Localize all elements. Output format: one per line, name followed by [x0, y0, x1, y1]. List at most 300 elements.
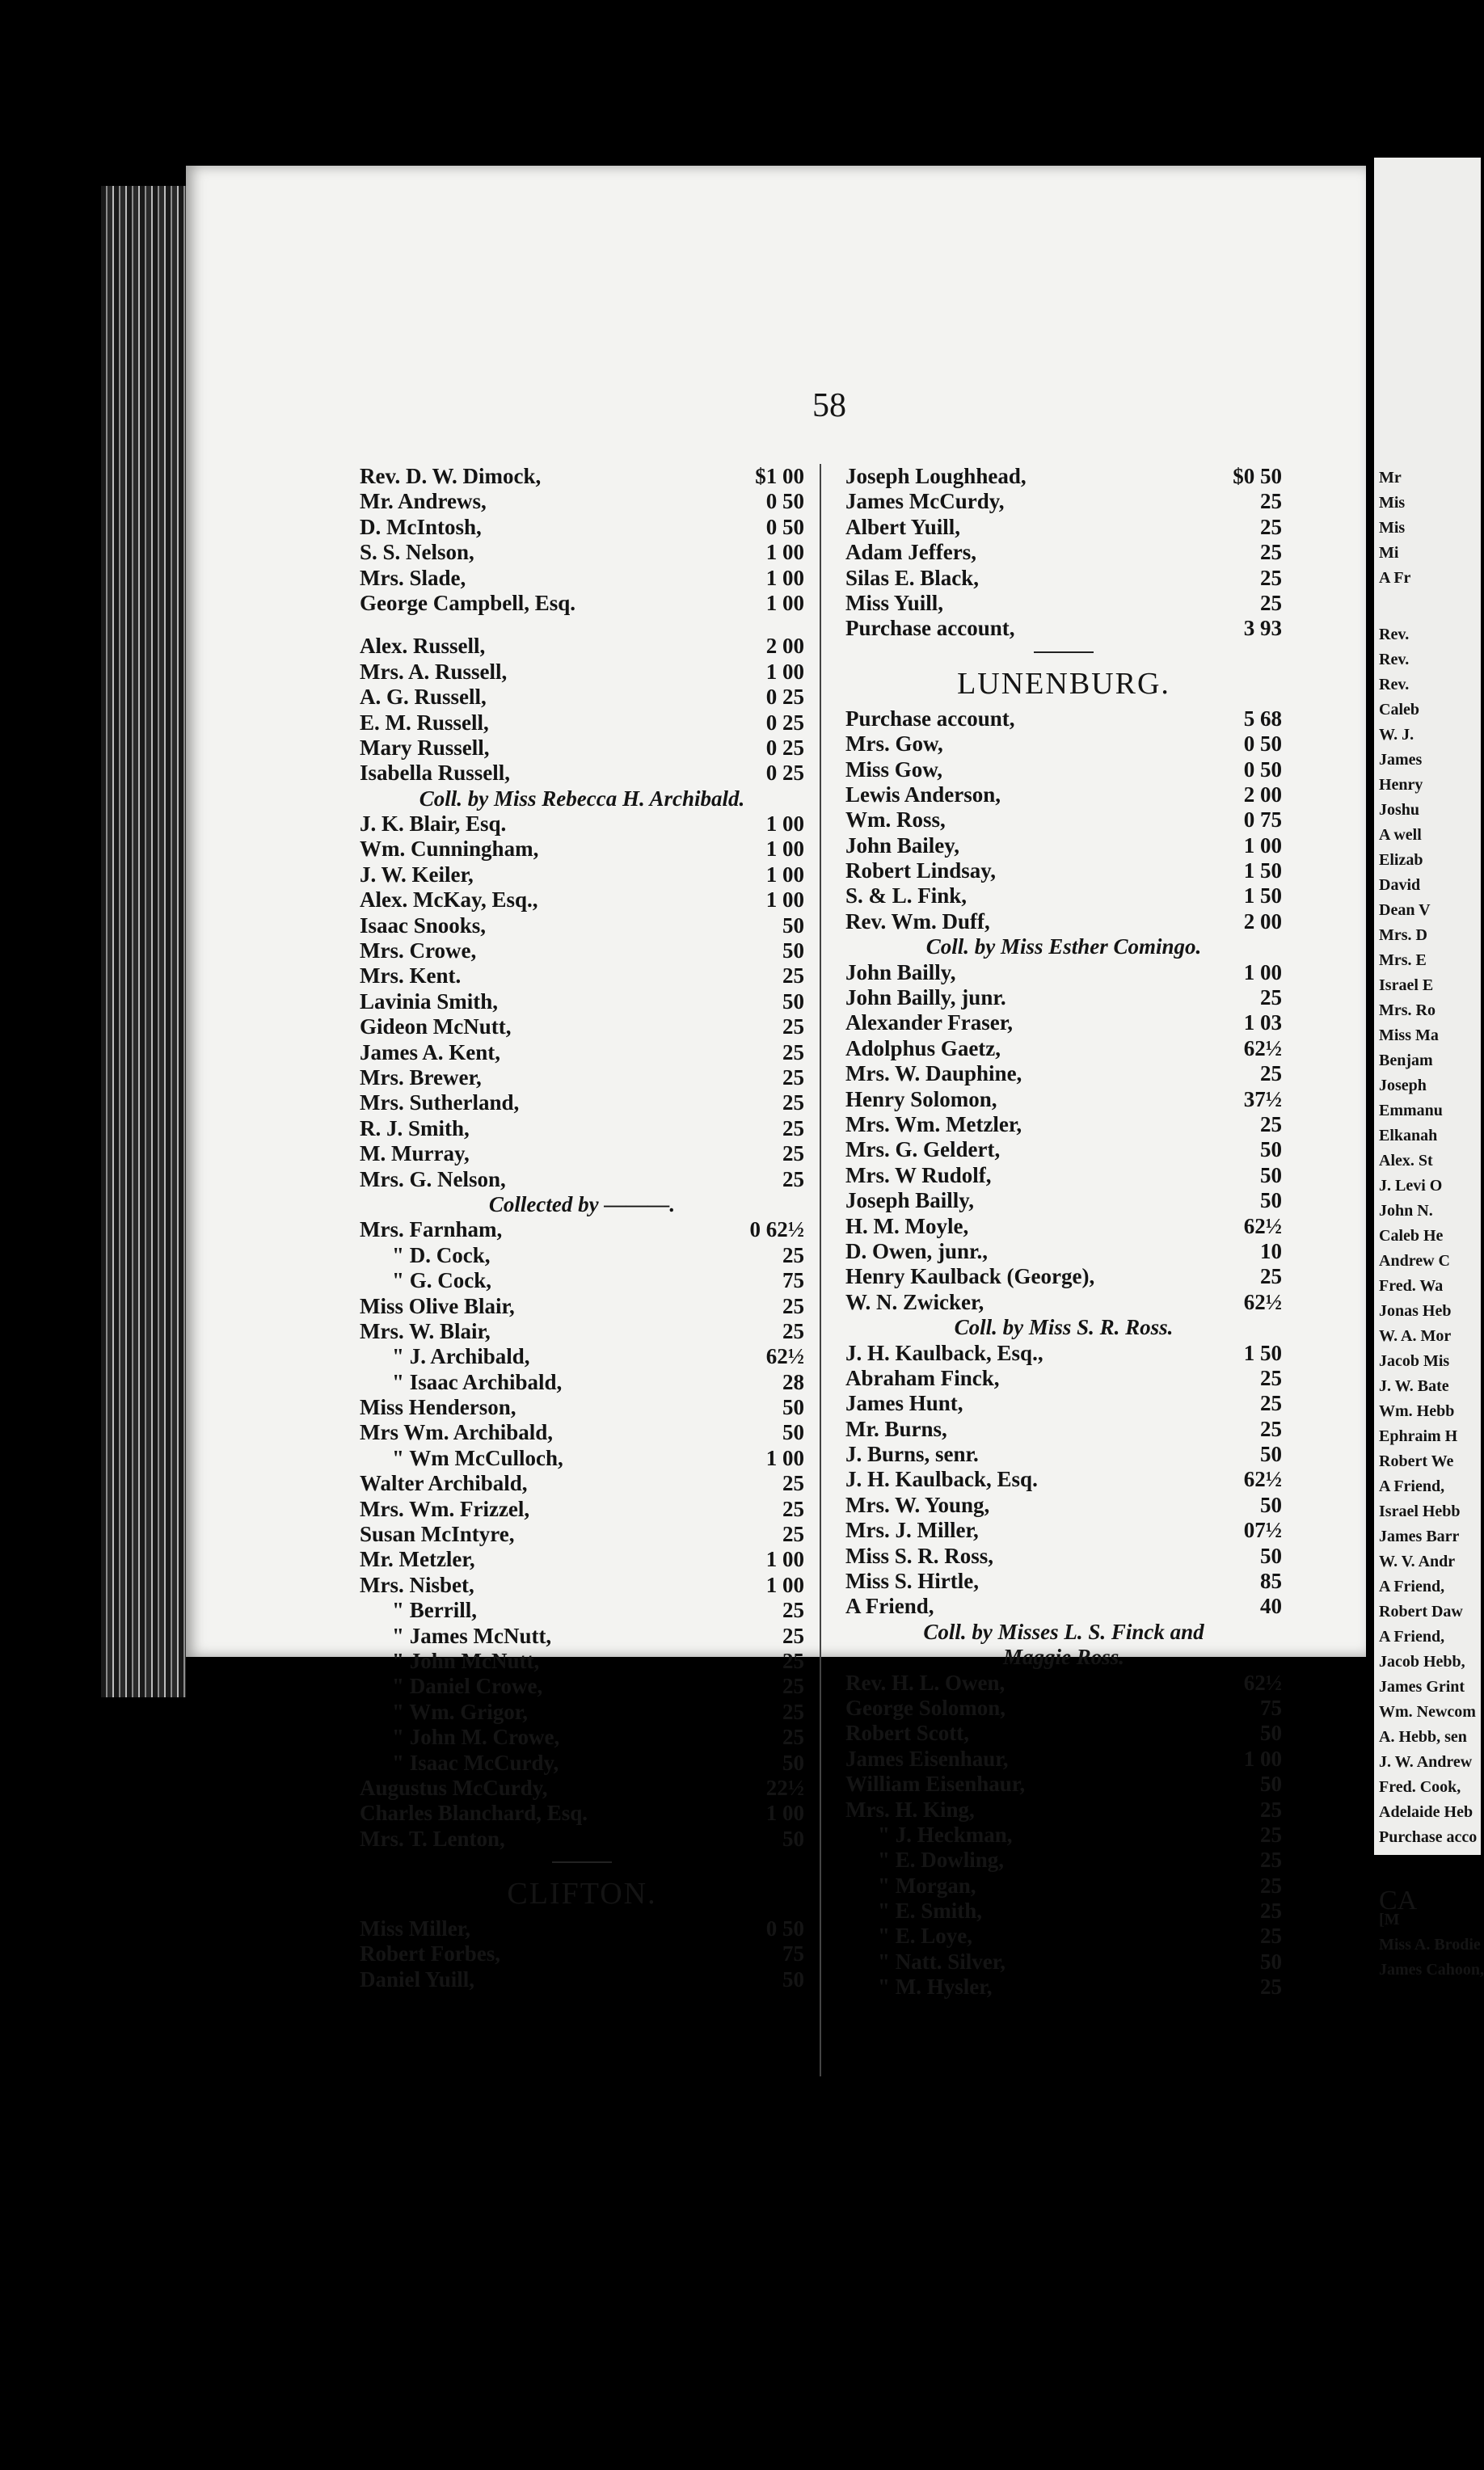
adjacent-page-text: Rev. [1379, 626, 1410, 643]
subscriber-name: " Daniel Crowe, [392, 1674, 543, 1699]
subscription-amount: 50 [1260, 1949, 1282, 1974]
subscriber-name: A Friend, [845, 1594, 934, 1619]
subscriber-name: D. Owen, junr., [845, 1238, 989, 1263]
adjacent-page-text: Benjam [1379, 1052, 1433, 1069]
subscription-amount: 1 00 [765, 1572, 804, 1597]
subscriber-row [845, 489, 1282, 514]
subscription-amount: 1 00 [1243, 959, 1282, 984]
subscriber-name: Mrs. Sutherland, [360, 1090, 520, 1115]
subscription-amount: 1 50 [1243, 858, 1282, 883]
subscriber-name: Miss Olive Blair, [360, 1293, 515, 1318]
subscription-amount: $1 00 [755, 464, 804, 488]
subscriber-row [360, 1700, 804, 1725]
subscriber-name: George Solomon, [845, 1695, 1005, 1720]
subscriber-row [360, 566, 804, 591]
subscriber-name: Wm. Cunningham, [360, 837, 539, 862]
subscriber-name: Wm. Ross, [845, 807, 946, 832]
subscriber-name: Albert Yuill, [845, 514, 961, 539]
subscriber-row [360, 1014, 804, 1039]
subscriber-name: Mrs. W. Dauphine, [845, 1061, 1022, 1086]
subscriber-name: Isaac Snooks, [360, 913, 487, 938]
subscriber-name: Mrs. Wm. Metzler, [845, 1111, 1022, 1136]
adjacent-page-text: Purchase acco [1379, 1828, 1478, 1846]
subscriber-name: Mrs Wm. Archibald, [360, 1420, 554, 1445]
subscriber-row [360, 1420, 804, 1445]
subscription-amount: 28 [782, 1369, 804, 1394]
subscriber-name: Mrs. H. King, [845, 1797, 975, 1822]
subscription-amount: 50 [1260, 1442, 1282, 1467]
subscription-amount: 0 50 [765, 489, 804, 514]
subscriber-name: Miss S. Hirtle, [845, 1569, 979, 1594]
subscription-amount: 50 [1260, 1492, 1282, 1517]
subscription-amount: 50 [782, 913, 804, 938]
subscriber-row [845, 706, 1282, 731]
subscriber-row [845, 1569, 1282, 1594]
subscriber-row [845, 1518, 1282, 1543]
subscriber-row [845, 616, 1282, 641]
subscription-amount: 62½ [1243, 1289, 1282, 1314]
subscription-amount: 25 [782, 1471, 804, 1496]
adjacent-page-text: Alex. St [1379, 1152, 1433, 1170]
subscription-amount: 75 [782, 1941, 804, 1966]
subscriber-row [360, 515, 804, 540]
subscriber-name: Mr. Metzler, [360, 1547, 475, 1572]
subscriber-row [845, 1341, 1282, 1366]
subscription-amount: 25 [1260, 1848, 1282, 1873]
subscription-amount: 5 68 [1243, 706, 1282, 731]
subscriber-row [845, 1087, 1282, 1112]
subscription-amount: 25 [782, 1598, 804, 1623]
subscription-amount: 0 50 [1243, 731, 1282, 757]
subscription-amount: 25 [782, 1699, 804, 1724]
subscriber-row [360, 540, 804, 565]
subscriber-row [360, 1167, 804, 1192]
subscriber-name: Miss Gow, [845, 757, 943, 782]
subscriber-name: Alex. Russell, [360, 634, 486, 659]
subscriber-row [845, 1823, 1282, 1848]
subscription-amount: 25 [782, 1318, 804, 1343]
subscriber-row [845, 1747, 1282, 1772]
subscription-amount: 40 [1260, 1594, 1282, 1619]
subscription-amount: 0 50 [765, 1916, 804, 1941]
subscription-amount: 25 [1260, 985, 1282, 1010]
subscription-amount: 50 [1260, 1162, 1282, 1187]
adjacent-page-text: [M [1379, 1911, 1400, 1928]
subscriber-name: E. M. Russell, [360, 710, 489, 735]
adjacent-page-text: Adelaide Heb [1379, 1803, 1473, 1821]
subscription-amount: 07½ [1243, 1518, 1282, 1543]
adjacent-page-fragment [1374, 158, 1484, 1979]
subscriber-name: " Isaac McCurdy, [392, 1750, 559, 1775]
subscription-amount: 1 00 [765, 837, 804, 862]
subscriber-name: William Eisenhaur, [845, 1772, 1026, 1797]
adjacent-page-text: A Fr [1379, 569, 1411, 587]
subscription-amount: 0 25 [765, 710, 804, 735]
subscriber-name: Adam Jeffers, [845, 540, 976, 565]
subscription-amount: 50 [782, 1750, 804, 1775]
subscriber-name: Miss Yuill, [845, 590, 944, 615]
subscriber-name: Lewis Anderson, [845, 782, 1001, 807]
subscription-amount: 25 [1260, 590, 1282, 615]
subscription-amount: 25 [1260, 1061, 1282, 1086]
subscriber-name: Robert Scott, [845, 1721, 969, 1746]
subscriber-name: Mrs. W. Blair, [360, 1318, 491, 1343]
subscriber-name: J. W. Keiler, [360, 862, 474, 887]
subscription-amount: 25 [1260, 540, 1282, 565]
subscriber-name: Augustus McCurdy, [360, 1775, 548, 1800]
adjacent-page-text: Miss Ma [1379, 1026, 1439, 1044]
adjacent-page-text: Wm. Hebb [1379, 1402, 1455, 1420]
adjacent-page-text: Rev. [1379, 651, 1410, 668]
subscriber-name: J. K. Blair, Esq. [360, 811, 507, 837]
adjacent-page-text: Mrs. Ro [1379, 1001, 1436, 1019]
adjacent-page-text: Mis [1379, 519, 1406, 537]
subscriber-name: S. S. Nelson, [360, 540, 474, 565]
collector-line: Coll. by Miss Rebecca H. Archibald. [419, 786, 745, 811]
subscriber-name: Miss Henderson, [360, 1395, 516, 1420]
subscriber-name: Purchase account, [845, 706, 1015, 731]
adjacent-page-text: James [1379, 751, 1423, 769]
subscriber-name: John Bailly, [845, 959, 956, 984]
subscription-amount: 75 [1260, 1695, 1282, 1720]
adjacent-page-text: Joshu [1379, 801, 1420, 819]
subscriber-row [360, 1522, 804, 1547]
subscriber-name: Rev. Wm. Duff, [845, 908, 990, 934]
subscriber-row [360, 1725, 804, 1750]
adjacent-page-text: J. W. Bate [1379, 1377, 1449, 1395]
adjacent-page-text: Israel E [1379, 976, 1434, 994]
subscriber-name: Mrs. Gow, [845, 731, 943, 757]
subscriber-name: " E. Dowling, [878, 1848, 1005, 1873]
subscription-amount: 1 00 [765, 659, 804, 684]
subscription-amount: 25 [782, 1648, 804, 1673]
subscriber-row [845, 464, 1282, 489]
subscriber-row [845, 858, 1282, 883]
subscription-amount: 0 25 [765, 735, 804, 760]
subscription-amount: 25 [1260, 514, 1282, 539]
subscriber-name: Mrs. J. Miller, [845, 1518, 979, 1543]
subscriber-row [845, 1696, 1282, 1721]
subscriber-name: Mary Russell, [360, 735, 490, 760]
subscriber-row [845, 1137, 1282, 1162]
subscriber-name: Lavinia Smith, [360, 988, 499, 1014]
subscriber-row [360, 685, 804, 710]
subscriber-row [845, 1061, 1282, 1086]
subscriber-row [360, 811, 804, 837]
subscriber-row [360, 591, 804, 616]
subscriber-row [845, 540, 1282, 565]
subscription-amount: 1 00 [765, 1801, 804, 1826]
subscription-amount: 2 00 [1243, 782, 1282, 807]
subscriber-row [360, 1827, 804, 1852]
subscriber-name: " Isaac Archibald, [392, 1369, 563, 1394]
adjacent-page-text: Jacob Mis [1379, 1352, 1450, 1370]
subscriber-name: Mrs. T. Lenton, [360, 1826, 505, 1851]
subscriber-row [360, 1916, 804, 1941]
subscriber-row [845, 807, 1282, 832]
subscriber-name: Susan McIntyre, [360, 1522, 515, 1547]
subscriber-name: Mr. Andrews, [360, 489, 487, 514]
subscriber-row [845, 1721, 1282, 1746]
subscriber-row [360, 634, 804, 659]
subscriber-row [360, 1116, 804, 1141]
subscriber-name: Walter Archibald, [360, 1471, 528, 1496]
subscriber-name: " Berrill, [392, 1598, 477, 1623]
section-gap [360, 616, 804, 634]
subscriber-row [360, 1370, 804, 1395]
subscriber-row [845, 731, 1282, 757]
adjacent-page-text: Mr [1379, 469, 1402, 487]
subscription-amount: 62½ [1243, 1035, 1282, 1060]
adjacent-page-text: A Friend, [1379, 1628, 1445, 1646]
adjacent-page-text: Mi [1379, 544, 1399, 562]
subscriber-row [360, 1446, 804, 1471]
subscriber-row [360, 1395, 804, 1420]
subscriber-name: " John McNutt, [392, 1648, 540, 1673]
subscriber-name: Mrs. Slade, [360, 565, 466, 590]
subscriber-row [360, 489, 804, 514]
subscriber-name: " Morgan, [878, 1873, 976, 1898]
subscriber-row [360, 710, 804, 736]
subscriber-row [845, 1239, 1282, 1264]
subscription-amount: 37½ [1243, 1086, 1282, 1111]
subscriber-row [845, 1848, 1282, 1873]
subscription-amount: 85 [1260, 1569, 1282, 1594]
subscriber-row [360, 1598, 804, 1623]
subscriber-row [360, 464, 804, 489]
subscriber-name: Gideon McNutt, [360, 1014, 512, 1039]
subscriber-name: James Hunt, [845, 1391, 963, 1416]
subscription-amount: 25 [782, 1522, 804, 1547]
adjacent-page-text: Caleb He [1379, 1227, 1444, 1245]
adjacent-page-text: Elizab [1379, 851, 1423, 869]
subscriber-row [845, 1417, 1282, 1442]
adjacent-page-text: Mis [1379, 494, 1406, 512]
subscriber-name: Joseph Loughhead, [845, 464, 1027, 488]
subscriber-name: M. Murray, [360, 1141, 470, 1166]
subscriber-row [845, 1112, 1282, 1137]
book-page-edges [101, 186, 186, 1697]
subscription-amount: 25 [782, 1496, 804, 1521]
adjacent-page-text: J. W. Andrew [1379, 1753, 1473, 1771]
subscription-amount: 50 [1260, 1188, 1282, 1213]
subscriber-row [360, 1065, 804, 1090]
adjacent-page-text: Fred. Wa [1379, 1277, 1444, 1295]
subscriber-row [360, 660, 804, 685]
subscriber-name: Mrs. Wm. Frizzel, [360, 1496, 530, 1521]
subscriber-name: " Wm. Grigor, [392, 1699, 528, 1724]
subscriber-row [845, 1772, 1282, 1797]
subscription-amount: 10 [1260, 1238, 1282, 1263]
subscriber-name: " Natt. Silver, [878, 1949, 1005, 1974]
subscriber-name: Henry Solomon, [845, 1086, 997, 1111]
subscriber-name: Adolphus Gaetz, [845, 1035, 1001, 1060]
subscriber-row [360, 1674, 804, 1699]
subscriber-name: Miss S. R. Ross, [845, 1543, 994, 1568]
subscriber-row [360, 1573, 804, 1598]
subscriber-name: Mrs. Nisbet, [360, 1572, 474, 1597]
adjacent-page-text: CA [1379, 1886, 1418, 1916]
subscriber-row [360, 1776, 804, 1801]
subscriber-name: Mrs. Farnham, [360, 1217, 503, 1242]
subscription-amount: 62½ [1243, 1213, 1282, 1238]
subscriber-name: " J. Heckman, [878, 1822, 1013, 1847]
adjacent-page-text: Fred. Cook, [1379, 1778, 1461, 1796]
subscription-amount: 25 [782, 1039, 804, 1064]
subscriber-name: Abraham Finck, [845, 1365, 1000, 1390]
section-heading: CLIFTON. [507, 1877, 657, 1912]
adjacent-page-text: W. V. Andr [1379, 1553, 1456, 1570]
subscriber-row [845, 1874, 1282, 1899]
subscriber-row [845, 591, 1282, 616]
subscription-amount: 0 25 [765, 685, 804, 710]
subscriber-row [845, 833, 1282, 858]
adjacent-page-text: Wm. Newcom [1379, 1703, 1476, 1721]
subscriber-row [845, 1544, 1282, 1569]
subscriber-row [845, 960, 1282, 985]
adjacent-page-text: Jonas Heb [1379, 1302, 1452, 1320]
adjacent-page-text: Dean V [1379, 901, 1431, 919]
adjacent-page-text: A well [1379, 826, 1422, 844]
subscription-amount: 25 [782, 963, 804, 988]
subscription-amount: 25 [782, 1014, 804, 1039]
subscription-amount: 0 25 [765, 761, 804, 786]
subscriber-row [845, 1493, 1282, 1518]
subscriber-row [360, 938, 804, 963]
subscriber-row [845, 1366, 1282, 1391]
subscription-amount: 2 00 [765, 634, 804, 659]
subscriber-row [360, 989, 804, 1014]
subscriber-row [845, 1798, 1282, 1823]
subscription-amount: 1 00 [765, 590, 804, 615]
adjacent-page-text: James Cahoon, [1379, 1961, 1484, 1979]
subscriber-row [360, 963, 804, 988]
subscriber-name: Henry Kaulback (George), [845, 1264, 1095, 1289]
subscriber-name: Isabella Russell, [360, 761, 511, 786]
subscriber-row [845, 909, 1282, 934]
subscription-amount: 50 [1260, 1721, 1282, 1746]
adjacent-page-text: Rev. [1379, 676, 1410, 693]
subscriber-row [845, 1442, 1282, 1467]
adjacent-page-text: Andrew C [1379, 1252, 1450, 1270]
subscriber-name: Robert Lindsay, [845, 858, 997, 883]
subscriber-name: James Eisenhaur, [845, 1746, 1009, 1771]
subscriber-row [845, 1975, 1282, 2000]
subscriber-name: " John M. Crowe, [392, 1725, 560, 1750]
subscription-amount: 25 [782, 1064, 804, 1090]
subscriber-row [845, 1949, 1282, 1975]
subscriber-name: Alexander Fraser, [845, 1010, 1013, 1035]
adjacent-page-text: J. Levi O [1379, 1177, 1443, 1195]
subscriber-name: " E. Smith, [878, 1899, 983, 1924]
adjacent-page-text: Miss A. Brodie [1379, 1936, 1481, 1954]
adjacent-page-text: Joseph [1379, 1077, 1427, 1094]
subscriber-name: Mrs. A. Russell, [360, 659, 508, 684]
subscriber-name: Mr. Burns, [845, 1416, 947, 1441]
subscription-amount: 62½ [765, 1344, 804, 1369]
subscription-amount: 25 [1260, 1822, 1282, 1847]
subscriber-name: A. G. Russell, [360, 685, 487, 710]
subscription-amount: 25 [1260, 1924, 1282, 1949]
subscriber-row [360, 1624, 804, 1649]
subscription-amount: 25 [782, 1166, 804, 1191]
subscription-amount: 50 [1260, 1772, 1282, 1797]
subscription-amount: 1 00 [765, 862, 804, 887]
subscription-amount: 1 50 [1243, 1340, 1282, 1365]
subscriber-row [360, 1217, 804, 1242]
collector-line: Maggie Ross. [1002, 1645, 1125, 1670]
subscription-amount: 25 [782, 1623, 804, 1648]
subscriber-name: John Bailey, [845, 832, 960, 858]
subscription-amount: 0 50 [1243, 757, 1282, 782]
subscriber-row [360, 1801, 804, 1826]
subscriber-name: Mrs. W. Young, [845, 1492, 990, 1517]
subscriber-row [845, 1290, 1282, 1315]
subscription-amount: 1 00 [765, 565, 804, 590]
subscriber-name: " M. Hysler, [878, 1975, 993, 2000]
adjacent-page-text: Henry [1379, 776, 1423, 794]
subscription-amount: 0 75 [1243, 807, 1282, 832]
subscriber-row [360, 1243, 804, 1268]
subscription-amount: 2 00 [1243, 908, 1282, 934]
subscription-amount: 1 00 [765, 887, 804, 913]
collector-line: Coll. by Miss S. R. Ross. [954, 1315, 1174, 1340]
subscription-amount: 25 [782, 1090, 804, 1115]
adjacent-page-text: John N. [1379, 1202, 1433, 1220]
subscription-amount: 25 [1260, 1365, 1282, 1390]
subscriber-name: W. N. Zwicker, [845, 1289, 984, 1314]
subscriber-row [845, 1214, 1282, 1239]
adjacent-page-text: Robert We [1379, 1452, 1454, 1470]
collector-line: Coll. by Miss Esther Comingo. [925, 934, 1202, 959]
subscriber-row [360, 1319, 804, 1344]
subscriber-name: James A. Kent, [360, 1039, 500, 1064]
subscriber-row [360, 887, 804, 913]
subscription-amount: 0 50 [765, 514, 804, 539]
subscriber-name: Purchase account, [845, 616, 1015, 641]
subscriber-row [360, 1471, 804, 1496]
subscriber-row [360, 1547, 804, 1572]
subscriber-name: " Wm McCulloch, [392, 1445, 563, 1470]
subscription-amount: 62½ [1243, 1467, 1282, 1492]
subscriber-name: Daniel Yuill, [360, 1966, 475, 1992]
subscriber-name: H. M. Moyle, [845, 1213, 969, 1238]
subscriber-row [360, 761, 804, 786]
subscriber-row [845, 757, 1282, 782]
adjacent-page-text: James Barr [1379, 1528, 1460, 1545]
subscription-amount: 1 00 [1243, 1746, 1282, 1771]
subscription-amount: 1 00 [765, 1547, 804, 1572]
adjacent-page-text: Mrs. E [1379, 951, 1427, 969]
subscription-amount: 25 [782, 1141, 804, 1166]
subscriber-name: Miss Miller, [360, 1916, 470, 1941]
subscription-amount: 25 [1260, 1975, 1282, 2000]
subscriber-row [845, 1036, 1282, 1061]
adjacent-page-text: A Friend, [1379, 1477, 1445, 1495]
subscriber-row [360, 1344, 804, 1369]
collector-line: Collected by ———. [488, 1191, 676, 1216]
section-rule [1034, 651, 1094, 653]
subscriber-row [360, 1751, 804, 1776]
subscription-amount: 50 [782, 1826, 804, 1851]
adjacent-page-text: Mrs. D [1379, 926, 1427, 944]
subscription-amount: 1 03 [1243, 1010, 1282, 1035]
subscriber-row [845, 985, 1282, 1010]
subscriber-row [845, 1924, 1282, 1949]
adjacent-page-text: Robert Daw [1379, 1603, 1463, 1621]
subscription-amount: 25 [1260, 1899, 1282, 1924]
subscription-amount: 1 00 [1243, 832, 1282, 858]
